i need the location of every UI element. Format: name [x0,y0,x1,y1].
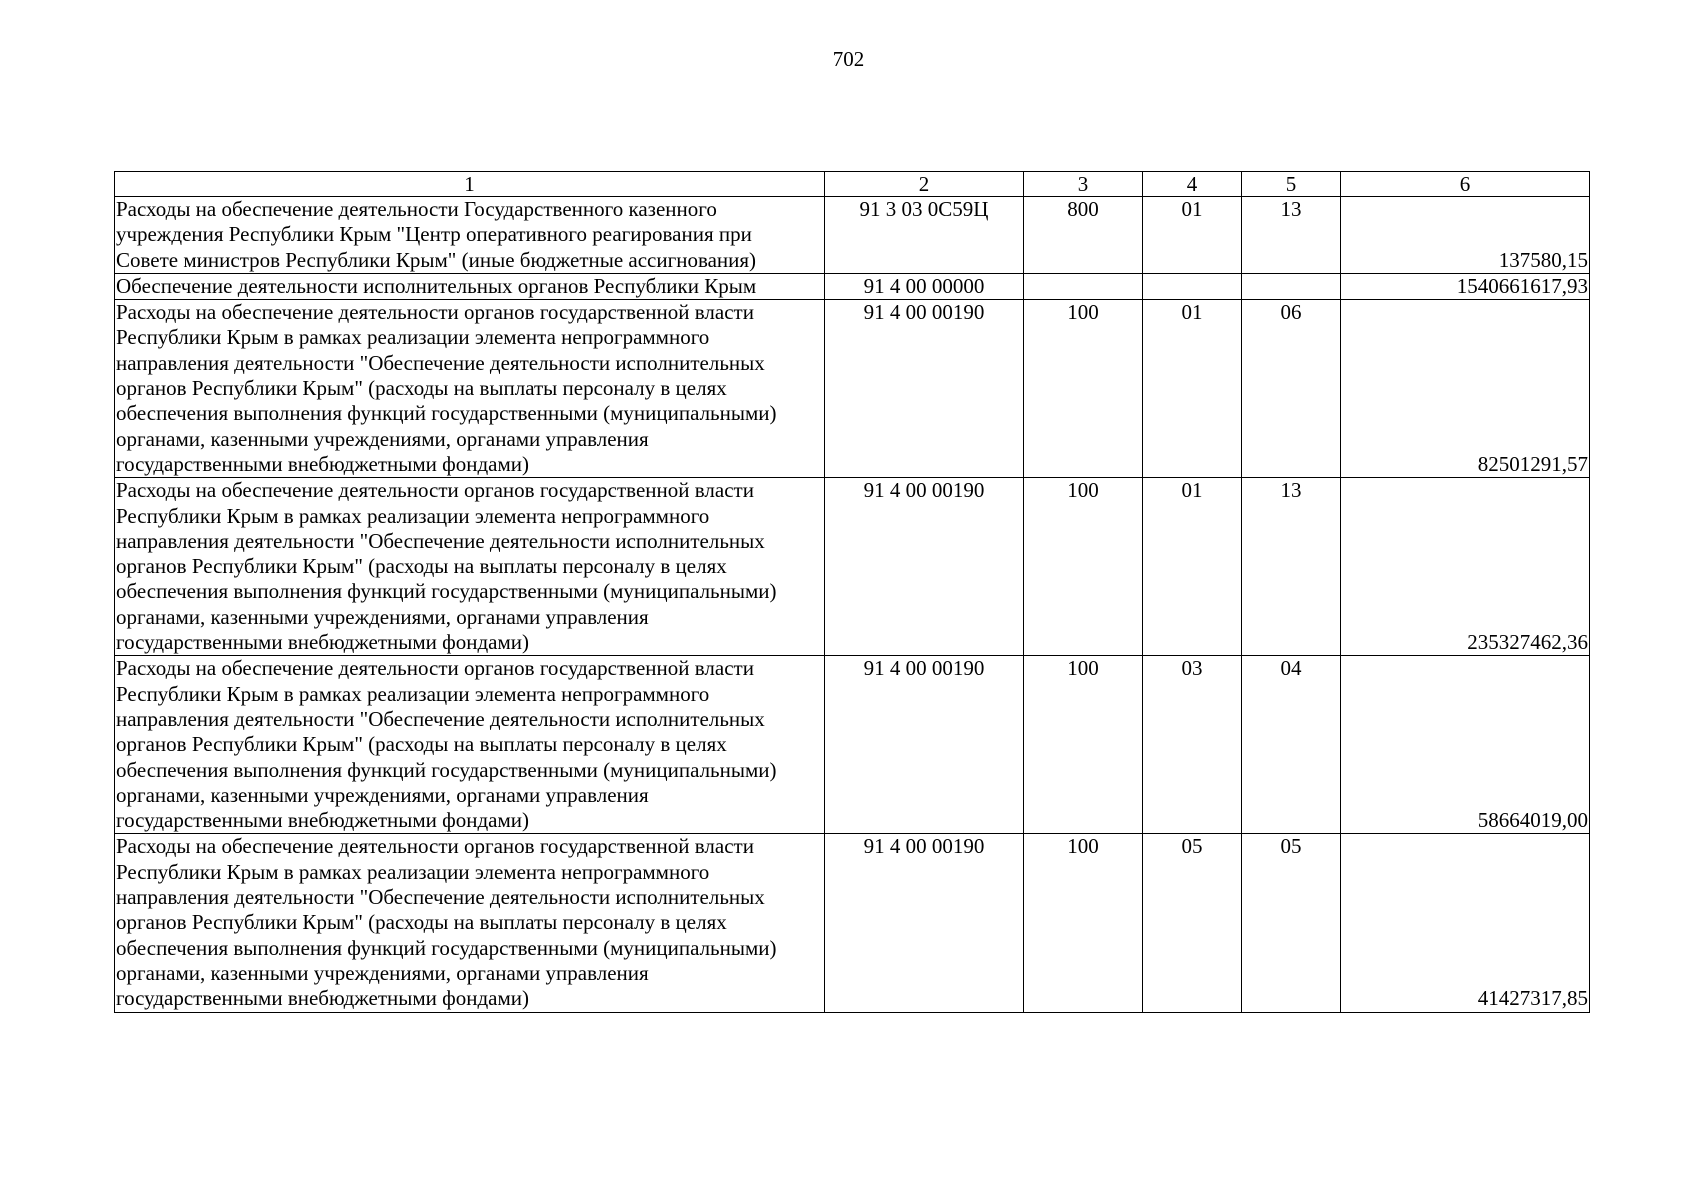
row-target-code: 91 4 00 00000 [825,273,1024,299]
row-description-cell [115,273,825,299]
row-subsection [1242,273,1341,299]
row-description-cell [115,197,825,274]
row-expense-type: 800 [1024,197,1143,274]
table-row [115,834,1590,1012]
column-header-3: 3 [1024,172,1143,197]
row-subsection: 04 [1242,656,1341,834]
row-section: 03 [1143,656,1242,834]
row-subsection: 13 [1242,478,1341,656]
row-amount: 41427317,85 [1341,834,1590,1012]
row-expense-type [1024,273,1143,299]
column-header-6: 6 [1341,172,1590,197]
row-description: Расходы на обеспечение деятельности органов государственной власти Республики Крым в рамках реализации элемента непрограммного направления деятельности "Обеспечение деятельности исполнительных органов Республики Крым" (расходы на выплаты персоналу в целях обеспечения выполнения функций государственными (муниципальными) органами, казенными учреждениями, органами управления государственными внебюджетными фондами) [116,478,777,655]
row-amount: 58664019,00 [1341,656,1590,834]
column-header-2: 2 [825,172,1024,197]
table-body [115,197,1590,1013]
budget-table [114,171,1590,1013]
table-row [115,656,1590,834]
row-description-cell [115,478,825,656]
column-header-5: 5 [1242,172,1341,197]
row-amount: 82501291,57 [1341,300,1590,478]
table-row [115,273,1590,299]
table-row [115,300,1590,478]
row-section: 01 [1143,478,1242,656]
row-description: Обеспечение деятельности исполнительных органов Республики Крым [116,273,757,298]
column-header-1: 1 [115,172,825,197]
table-row [115,197,1590,274]
header-row [115,172,1590,197]
table-row [115,478,1590,656]
row-subsection: 05 [1242,834,1341,1012]
row-section: 01 [1143,197,1242,274]
row-description: Расходы на обеспечение деятельности Государственного казенного учреждения Республики Крым "Центр оперативного реагирования при Совете министров Республики Крым" (иные бюджетные ассигнования) [116,197,757,272]
row-amount: 137580,15 [1341,197,1590,274]
row-description-cell [115,656,825,834]
row-section [1143,273,1242,299]
row-expense-type: 100 [1024,478,1143,656]
row-subsection: 06 [1242,300,1341,478]
row-section: 01 [1143,300,1242,478]
row-amount: 235327462,36 [1341,478,1590,656]
row-expense-type: 100 [1024,656,1143,834]
row-target-code: 91 4 00 00190 [825,834,1024,1012]
row-description-cell [115,300,825,478]
column-header-4: 4 [1143,172,1242,197]
row-expense-type: 100 [1024,300,1143,478]
row-expense-type: 100 [1024,834,1143,1012]
row-section: 05 [1143,834,1242,1012]
row-description: Расходы на обеспечение деятельности органов государственной власти Республики Крым в рамках реализации элемента непрограммного направления деятельности "Обеспечение деятельности исполнительных органов Республики Крым" (расходы на выплаты персоналу в целях обеспечения выполнения функций государственными (муниципальными) органами, казенными учреждениями, органами управления государственными внебюджетными фондами) [116,656,777,833]
row-description: Расходы на обеспечение деятельности органов государственной власти Республики Крым в рамках реализации элемента непрограммного направления деятельности "Обеспечение деятельности исполнительных органов Республики Крым" (расходы на выплаты персоналу в целях обеспечения выполнения функций государственными (муниципальными) органами, казенными учреждениями, органами управления государственными внебюджетными фондами) [116,834,777,1011]
row-target-code: 91 4 00 00190 [825,478,1024,656]
page-number: 702 [832,47,865,71]
row-subsection: 13 [1242,197,1341,274]
table-header [115,172,1590,197]
row-target-code: 91 4 00 00190 [825,300,1024,478]
row-amount: 1540661617,93 [1341,273,1590,299]
row-target-code: 91 3 03 0С59Ц [825,197,1024,274]
row-description-cell [115,834,825,1012]
row-description: Расходы на обеспечение деятельности органов государственной власти Республики Крым в рамках реализации элемента непрограммного направления деятельности "Обеспечение деятельности исполнительных органов Республики Крым" (расходы на выплаты персоналу в целях обеспечения выполнения функций государственными (муниципальными) органами, казенными учреждениями, органами управления государственными внебюджетными фондами) [116,300,777,476]
row-target-code: 91 4 00 00190 [825,656,1024,834]
